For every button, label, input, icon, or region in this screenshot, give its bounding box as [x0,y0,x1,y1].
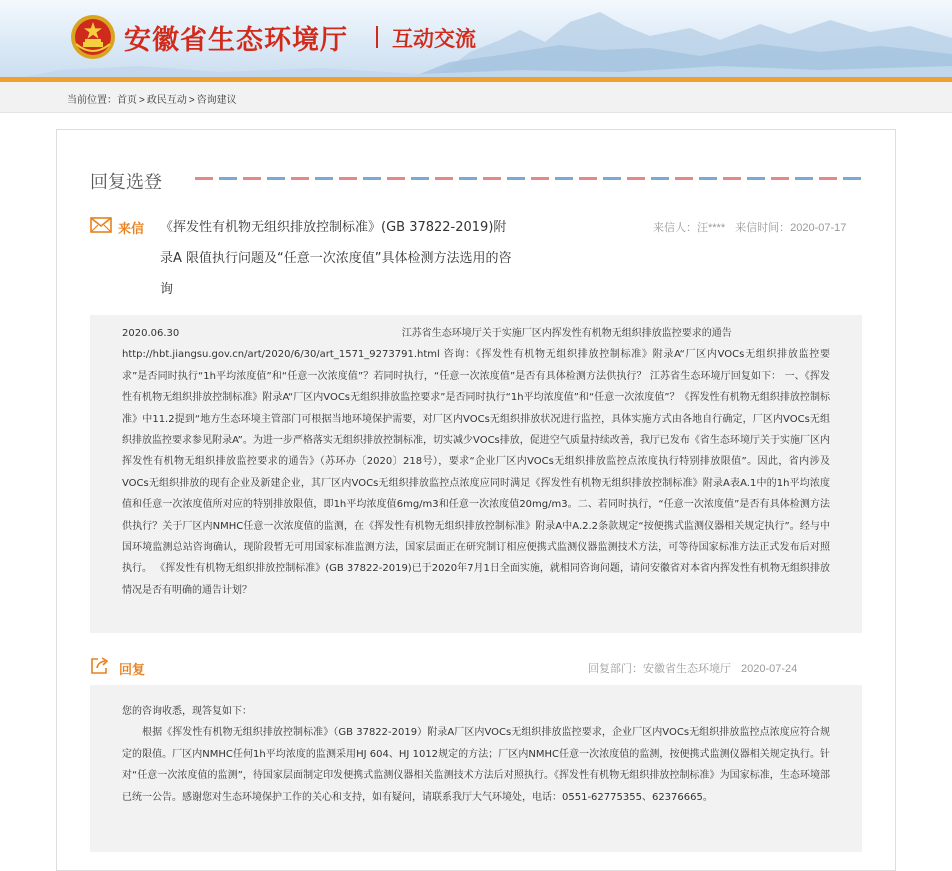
question-body: http://hbt.jiangsu.gov.cn/art/2020/6/30/art_1571_9273791.html 咨询：《挥发性有机物无组织排放控制标准》附录A“厂区内VOCs无组织排放监控要求”是否同时执行“1h平均浓度值”和“任意一次浓度值”？若同时执行，“任意一次浓度值”是否有具体检测方法供执行？ 江苏省生态环境厅回复如下： 一、《挥发性有机物无组织排放控制标准》附录A“厂区内VOCs无组织排放监控要求”是否同时执行“1h平均浓度值”和“任意一次浓度值”？《挥发性有机物无组织排放控制标准》中11.2提到“地方生态环境主管部门可根据当地环境保护需要，对厂区内VOCs无组织排放状况进行监控，具体实施方式由各地自行确定，厂区内VOCs无组织排放监控要求参见附录A”。为进一步严格落实无组织排放控制标准，切实减少VOCs排放，促进空气质量持续改善，我厅已发布《省生态环境厅关于实施厂区内挥发性有机物无组织排放监控要求的通告》（苏环办〔2020〕218号），要求“企业厂区内VOCs无组织排放监控点浓度执行特别排放限值”。因此，省内涉及VOCs无组织排放的现有企业及新建企业，其厂区内VOCs无组织排放监控点浓度应同时满足《挥发性有机物无组织排放控制标准》附录A表A.1中的1h平均浓度值和任意一次浓度值所对应的特别排放限值，即1h平均浓度值6mg/m3和任意一次浓度值20mg/m3。二、若同时执行，“任意一次浓度值”是否有具体检测方法供执行？关于厂区内NMHC任意一次浓度值的监测，在《挥发性有机物无组织排放控制标准》附录A中A.2.2条款规定“按便携式监测仪器相关规定执行”。经与中国环境监测总站咨询确认，现阶段暂无可用国家标准监测方法，国家层面正在研究制订相应便携式监测仪器监测技术方法，可等待国家标准方法正式发布后对照执行。 《挥发性有机物无组织排放控制标准》(GB 37822-2019)已于2020年7月1日全面实施，就相同咨询问题，请问安徽省对本省内挥发性有机物无组织排放情况是否有明确的通告计划？ [122,349,830,596]
section-title: 回复选登 [90,172,162,193]
title-divider [376,26,378,48]
breadcrumb-interaction-link[interactable]: 政民互动 [146,95,187,106]
question-date: 2020-07-17 [790,222,847,234]
envelope-icon [90,217,112,233]
reply-date: 2020-07-24 [741,663,798,675]
question-title: 《挥发性有机物无组织排放控制标准》(GB 37822-2019)附录A 限值执行问题及“任意一次浓度值”具体检测方法选用的咨询 [160,220,512,297]
sender-name: 汪**** [697,222,726,234]
breadcrumb-home-link[interactable]: 首页 [117,95,137,106]
reply-greeting: 您的咨询收悉，现答复如下： [122,706,252,717]
breadcrumb-consult-link[interactable]: 咨询建议 [196,95,237,106]
breadcrumb-bar [0,82,952,113]
sender-label: 来信人： [653,222,697,234]
breadcrumb-prefix: 当前位置： [67,95,117,106]
reply-dept: 安徽省生态环境厅 [643,663,731,675]
national-emblem-icon [70,14,116,60]
reply-dept-label: 回复部门： [588,663,643,675]
reply-label: 回复 [119,663,146,678]
question-label: 来信 [118,222,145,237]
question-meta [653,219,846,235]
site-header [0,0,952,82]
reply-content-box [90,685,862,852]
reply-share-icon [90,656,110,675]
section-sub-title[interactable]: 互动交流 [392,27,476,51]
airmail-divider [195,177,863,180]
question-content-box [90,315,862,633]
reply-body: 根据《挥发性有机物无组织排放控制标准》（GB 37822-2019）附录A厂区内VOCs无组织排放监控要求，企业厂区内VOCs无组织排放监控点浓度应符合规定的限值。厂区内NMHC任何1h平均浓度的监测采用HJ 604、HJ 1012规定的方法；厂区内NMHC任意一次浓度值的监测，按便携式监测仪器相关规定执行。针对“任意一次浓度值的监测”，待国家层面制定印发便携式监测仪器相关监测技术方法后对照执行。《挥发性有机物无组织排放控制标准》为国家标准，生态环境部已统一公告。感谢您对生态环境保护工作的关心和支持，如有疑问，请联系我厅大气环境处，电话：0551-62775355、62376665。 [122,727,830,803]
time-label: 来信时间： [735,222,791,234]
breadcrumb-separator: > [188,95,195,106]
question-date-line: 2020.06.30 江苏省生态环境厅关于实施厂区内挥发性有机物无组织排放监控要求的通告 [122,328,732,339]
breadcrumb [67,91,237,106]
site-title[interactable]: 安徽省生态环境厅 [124,25,348,56]
breadcrumb-separator: > [139,95,145,106]
reply-meta [588,660,797,676]
